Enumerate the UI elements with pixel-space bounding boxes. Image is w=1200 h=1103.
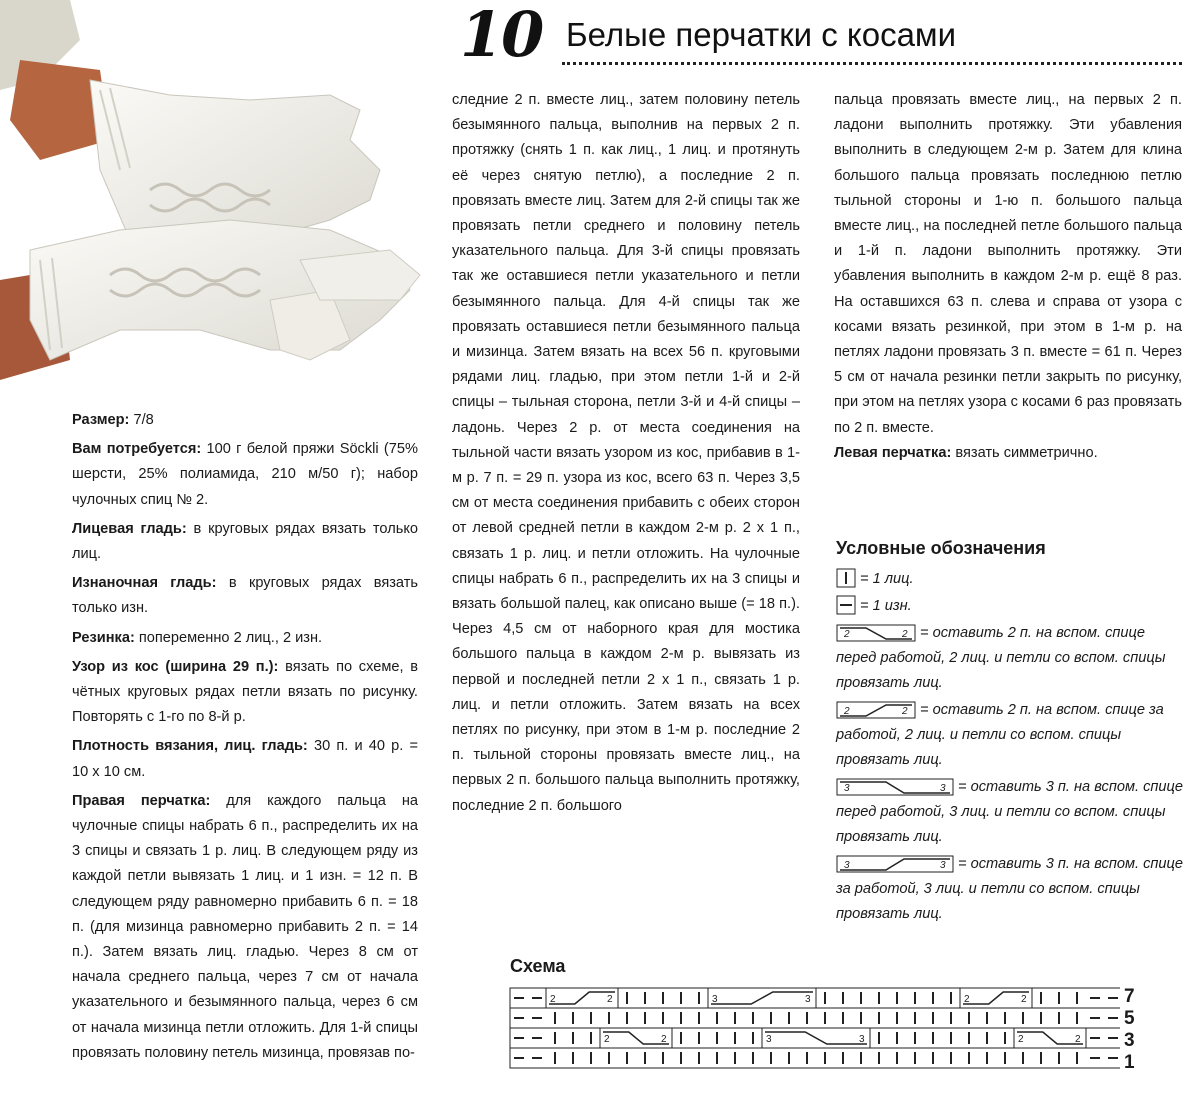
legend-item (836, 594, 1186, 619)
legend-text: = оставить 2 п. на вспом. спице за работой, 2 лиц. и петли со вспом. спицы провязать лиц. (836, 702, 1164, 768)
column-instructions-3 (834, 88, 1182, 466)
instructions-text-2: следние 2 п. вместе лиц., затем половину петель безымянного пальца, выполнив на первых 2 п. протяжку (снять 1 п. как лиц., 1 лиц. и протянуть её через снятую петлю), а последние 2 п. провязать вместе лиц. Затем для 2-й спицы так же провязать петли среднего и половину петель указательного пальца. Для 3-й спицы провязать так же оставшиеся петли указательного и петли безымянного пальца. Для 4-й спицы так же провязать оставшиеся петли безымянного пальца и мизинца. Затем вязать на всех 56 п. круговыми рядами лиц. гладью, при этом петли 1-й и 2-й спицы – тыльная сторона, петли 3-й и 4-й спицы – ладонь. Через 2 р. от места соединения на тыльной части вязать узором из кос, прибавив в 1-м р. 7 п. = 29 п. узора из кос, всего 63 п. Через 3,5 см от места соединения прибавить с обеих сторон от левой средней петли в каждом 2-м р. 2 х 1 п., связать 1 р. лиц. и петли отложить. На чулочные спицы набрать 6 п., распределить их на 3 спицы и вязать большой палец, как описано выше (= 18 п.). Через 4,5 см от наборного края для мостика большого пальца в каждом 2-м р. вывязать из первой и последней петли 2 х 1 п., связать 1 р. лиц. и петли отложить. Затем вязать на всех петлях по рисунку, при этом в 1-м р. последние 2 п. тыльной стороны провязать вместе лиц., на первых 2 п. большого пальца выполнить протяжку, последние 2 п. большого (452, 92, 800, 814)
legend-item (836, 698, 1186, 773)
cable-digit: 2 (550, 994, 556, 1005)
svg-text:2: 2 (902, 706, 908, 717)
cable-label: Узор из кос (ширина 29 п.): (72, 658, 279, 675)
article-header (458, 0, 1188, 71)
size-paragraph (72, 408, 418, 433)
scheme-title: Схема (510, 956, 566, 976)
reverse-stockinette-label: Изнаночная гладь: (72, 575, 217, 592)
left-glove-label: Левая перчатка: (834, 444, 952, 461)
left-glove-paragraph (834, 441, 1182, 466)
chart-grid (508, 986, 1120, 1072)
svg-text:2: 2 (844, 706, 850, 717)
cable-text: вязать по схеме, в чётных круговых рядах петли вязать по рисунку. Повторять с 1-го по 8-й р. (72, 658, 419, 726)
right-glove-text: для каждого пальца на чулочные спицы набрать 6 п., распределить их на 3 спицы и связать 1 р. лиц. В следующем ряду из каждой петли вывязать 1 лиц. и 1 изн. = 12 п. В следующем ряду равномерно прибавить 6 п. = 18 п. (для мизинца равномерно прибавить 2 п. = 14 п.). Затем вязать лиц. гладью. Через 8 см от начала среднего пальца, через 7 см от начала указательного и безымянного пальца, через 6 см от начала мизинца петли отложить. Для 1-й спицы провязать половину петель мизинца, провязав по- (72, 792, 419, 1061)
stockinette-label: Лицевая гладь: (72, 520, 187, 537)
row-number: 5 (1124, 1008, 1135, 1029)
column-materials (72, 408, 418, 1070)
gloves-photo (0, 0, 440, 405)
cable-digit: 2 (661, 1034, 667, 1045)
size-value: 7/8 (129, 412, 154, 428)
right-glove-label: Правая перчатка: (72, 792, 211, 809)
materials-label: Вам потребуется: (72, 441, 202, 458)
stockinette-text: в круговых рядах вязать только лиц. (72, 520, 419, 563)
stockinette-paragraph (72, 517, 418, 567)
cable-paragraph (72, 655, 418, 731)
rib-paragraph (72, 626, 418, 651)
cable-digit: 3 (805, 994, 811, 1005)
legend-title: Условные обозначения (836, 538, 1046, 558)
row-number: 3 (1124, 1030, 1135, 1051)
materials-text: 100 г белой пряжи Söckli (75% шерсти, 25% полиамида, 210 м/50 г); набор чулочных спиц № 2. (72, 441, 418, 508)
legend-text: = оставить 3 п. на вспом. спице перед работой, 3 лиц. и петли со вспом. спицы провязать лиц. (836, 779, 1183, 845)
cable-2-front-icon (836, 624, 916, 642)
cable-digit: 2 (1018, 1034, 1024, 1045)
svg-text:2: 2 (844, 629, 850, 640)
cable-digit: 3 (766, 1034, 772, 1045)
legend-item (836, 852, 1186, 927)
cable-digit: 3 (712, 994, 718, 1005)
cable-3-front-icon (836, 778, 954, 796)
knitting-chart (508, 986, 1120, 1072)
cable-digit: 2 (604, 1034, 610, 1045)
legend-item (836, 567, 1186, 592)
legend-text: = оставить 2 п. на вспом. спице перед работой, 2 лиц. и петли со вспом. спицы провязать лиц. (836, 625, 1166, 691)
knit-symbol-icon (836, 568, 856, 588)
reverse-stockinette-text: в круговых рядах вязать только изн. (72, 575, 419, 617)
reverse-stockinette-paragraph (72, 571, 418, 621)
rib-text: попеременно 2 лиц., 2 изн. (134, 629, 323, 646)
page-title: Белые перчатки с косами (566, 16, 957, 53)
gauge-label: Плотность вязания, лиц. гладь: (72, 738, 308, 755)
cable-digit: 2 (964, 994, 970, 1005)
cable-digit: 2 (1021, 994, 1027, 1005)
rib-label: Резинка: (72, 629, 135, 646)
svg-text:3: 3 (940, 783, 946, 794)
pattern-number: 10 (460, 0, 543, 71)
gauge-paragraph (72, 734, 418, 784)
instructions-text-3: пальца провязать вместе лиц., на первых 2 п. ладони выполнить протяжку. Эти убавления выполнить в следующем 2-м р. Затем для клина большого пальца провязать последнюю петлю тыльной стороны и 1-ю п. большого пальца вместе лиц., на последней петле большого пальца и 1-й п. ладони выполнить протяжку. Эти убавления выполнить в каждом 2-м р. ещё 8 раз. На оставшихся 63 п. слева и справа от узора с косами вязать резинкой, при этом в 1-м р. на петлях ладони провязать 3 п. вместе = 61 п. Через 5 см от начала резинки петли закрыть по рисунку, при этом на петлях узора с косами 6 раз провязать по 2 п. вместе. (834, 92, 1182, 436)
size-label: Размер: (72, 412, 130, 428)
purl-symbol-icon (836, 595, 856, 615)
row-number: 7 (1124, 986, 1135, 1007)
svg-text:3: 3 (940, 860, 946, 871)
cable-3-back-icon (836, 855, 954, 873)
left-glove-text: вязать симметрично. (951, 444, 1098, 461)
row-number: 1 (1124, 1052, 1135, 1073)
cable-digit: 2 (1075, 1034, 1081, 1045)
cable-digit: 2 (607, 994, 613, 1005)
dotted-divider (562, 62, 1182, 65)
svg-text:2: 2 (902, 629, 908, 640)
legend-text: = 1 лиц. (860, 571, 914, 587)
gauge-text: 30 п. и 40 р. = 10 х 10 см. (72, 738, 418, 780)
materials-paragraph (72, 437, 418, 513)
svg-text:3: 3 (844, 860, 850, 871)
cable-digit: 3 (859, 1034, 865, 1045)
column-instructions-2 (452, 88, 800, 819)
legend-text: = 1 изн. (860, 598, 912, 614)
legend-item (836, 621, 1186, 696)
right-glove-paragraph (72, 789, 418, 1066)
svg-text:3: 3 (844, 783, 850, 794)
legend-item (836, 775, 1186, 850)
legend (836, 538, 1186, 929)
legend-text: = оставить 3 п. на вспом. спице за работой, 3 лиц. и петли со вспом. спицы провязать лиц. (836, 856, 1183, 922)
cable-2-back-icon (836, 701, 916, 719)
